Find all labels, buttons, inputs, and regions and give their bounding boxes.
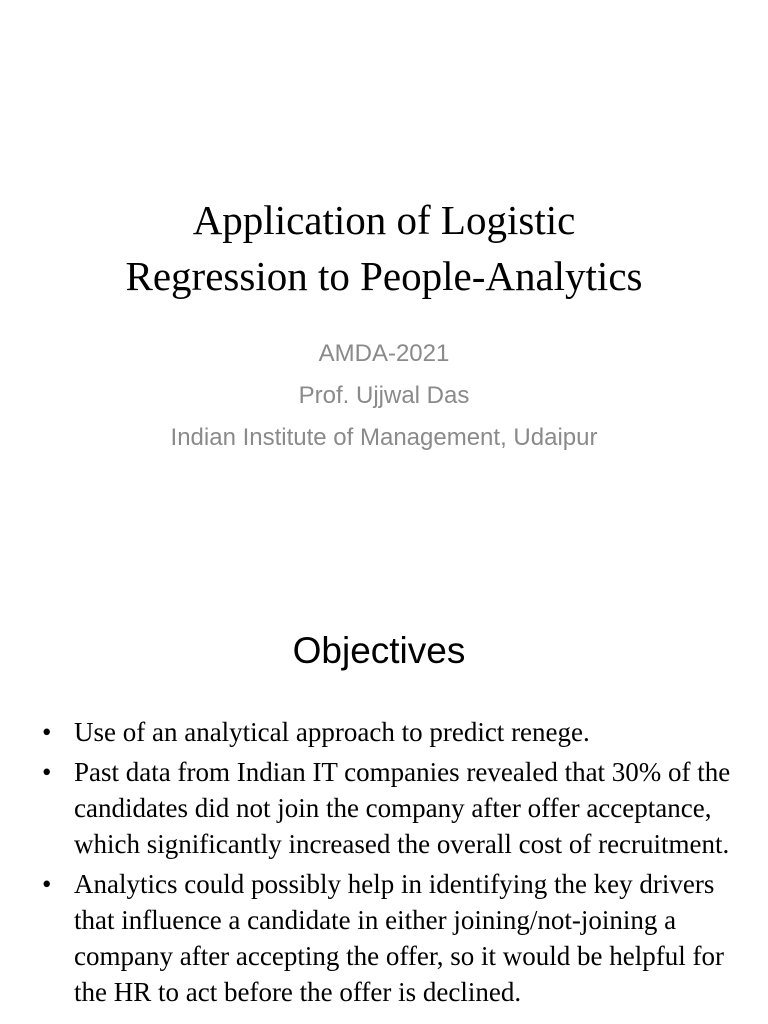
- objectives-slide: [0, 576, 768, 1024]
- bullet-icon: •: [42, 757, 52, 787]
- course-code: AMDA-2021: [318, 340, 450, 367]
- objectives-title: Objectives: [292, 630, 466, 671]
- presentation-subtitle: [0, 333, 768, 459]
- objectives-list: [40, 714, 740, 1014]
- bullet-text: Past data from Indian IT companies revealed that 30% of the candidates did not join the company after offer acceptance, which significantly increased the overall cost of recruitment.: [74, 757, 731, 859]
- bullet-text: Analytics could possibly help in identifying the key drivers that influence a candidate in either joining/not-joining a company after accepting the offer, so it would be helpful for the HR to act before the offer is declined.: [74, 869, 724, 1007]
- bullet-text: Use of an analytical approach to predict renege.: [74, 717, 590, 747]
- title-line-1: Application of Logistic: [192, 197, 576, 243]
- list-item: [40, 754, 740, 862]
- bullet-icon: •: [42, 869, 52, 899]
- bullet-icon: •: [42, 717, 52, 747]
- title-line-2: Regression to People-Analytics: [125, 253, 643, 299]
- list-item: [40, 714, 740, 750]
- list-item: [40, 866, 740, 1010]
- presentation-title: [0, 192, 768, 304]
- presenter-name: Prof. Ujjwal Das: [298, 382, 470, 409]
- institution-name: Indian Institute of Management, Udaipur: [170, 424, 598, 451]
